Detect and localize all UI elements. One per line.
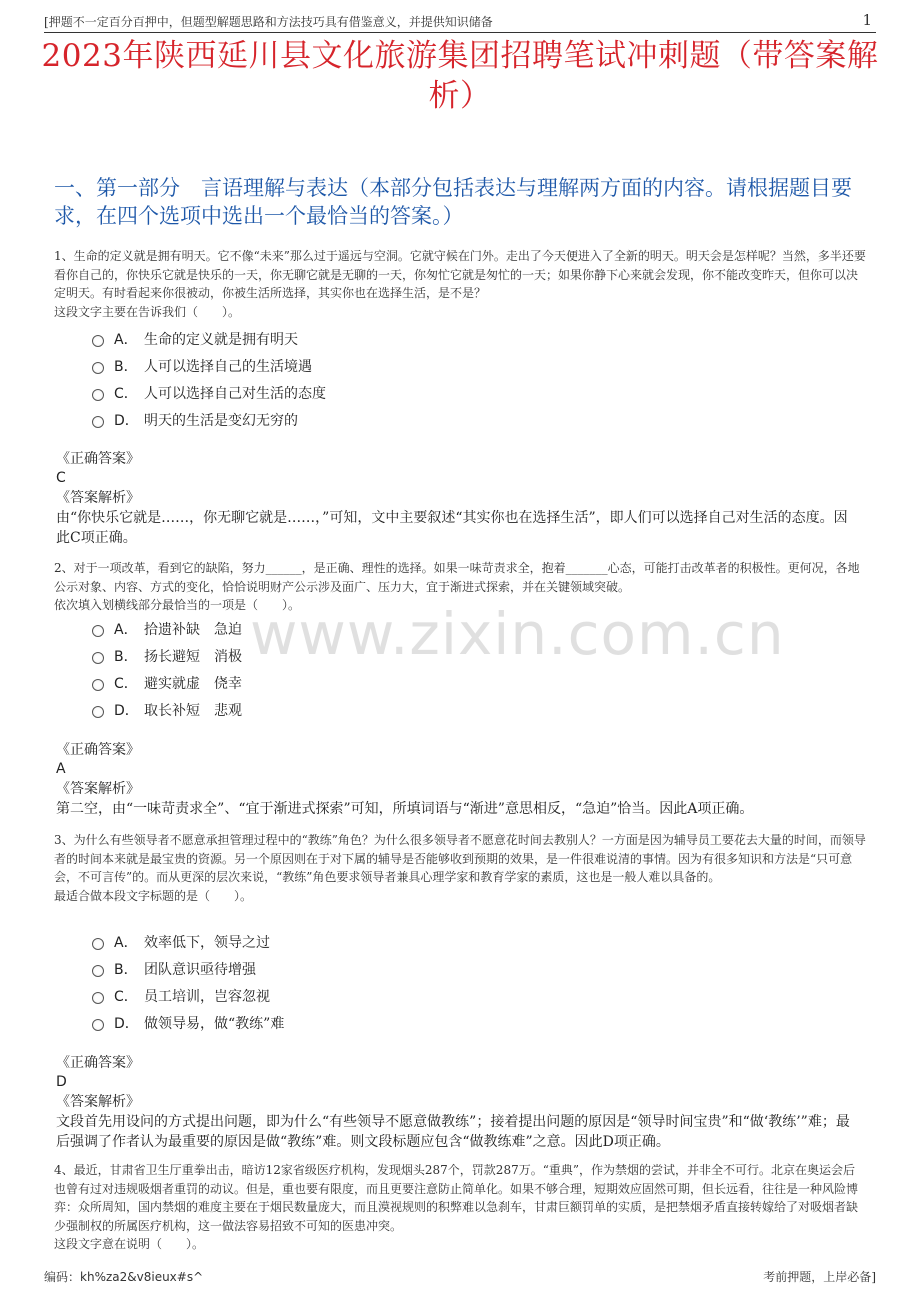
radio-icon[interactable]: [92, 625, 104, 637]
option-text: 取长补短 悲观: [144, 702, 242, 719]
question-3-options: [92, 928, 492, 1036]
option-letter: C．: [114, 988, 138, 1005]
option-text: 效率低下，领导之过: [144, 934, 270, 951]
option-letter: B．: [114, 961, 138, 978]
radio-icon[interactable]: [92, 335, 104, 347]
radio-icon[interactable]: [92, 679, 104, 691]
question-prompt: 最适合做本段文字标题的是（ ）。: [54, 888, 253, 903]
question-1-options: [92, 325, 492, 433]
option-text: 人可以选择自己的生活境遇: [144, 358, 312, 375]
radio-icon[interactable]: [92, 652, 104, 664]
option-letter: D．: [114, 412, 139, 429]
option-letter: A．: [114, 934, 138, 951]
option-d[interactable]: [92, 696, 492, 723]
option-text: 人可以选择自己对生活的态度: [144, 385, 326, 402]
analysis-label: 《答案解析》: [56, 490, 140, 506]
question-prompt: 依次填入划横线部分最恰当的一项是（ ）。: [54, 598, 301, 612]
question-2-options: [92, 615, 492, 723]
option-d[interactable]: [92, 406, 492, 433]
option-text: 拾遗补缺 急迫: [144, 621, 242, 638]
radio-icon[interactable]: [92, 706, 104, 718]
option-letter: D．: [114, 702, 139, 719]
option-text: 扬长避短 消极: [144, 648, 242, 665]
question-prompt: 这段文字意在说明（ ）。: [54, 1237, 205, 1251]
option-letter: C．: [114, 675, 138, 692]
option-c[interactable]: [92, 669, 492, 696]
page-number: 1: [862, 11, 872, 29]
analysis-text: 第二空，由“一味苛责求全”、“宜于渐进式探索”可知，所填词语与“渐进”意思相反，“急迫”恰当。因此A项正确。: [56, 801, 754, 817]
option-letter: B．: [114, 358, 138, 375]
answer-label: 《正确答案》: [56, 742, 140, 758]
footer-code: [44, 1268, 203, 1285]
option-d[interactable]: [92, 1009, 492, 1036]
question-stem: 2、对于一项改革，看到它的缺陷，努力______，是正确、理性的选择。如果一味苛责求全，抱着_______心态，可能打击改革者的积极性。更何况，各地公示对象、内容、方式的变化，恰恰说明财产公示涉及面广、压力大，宜于渐进式探索，并在关键领域突破。: [54, 561, 860, 594]
radio-icon[interactable]: [92, 965, 104, 977]
header-text-body: 押题不一定百分百押中，但题型解题思路和方法技巧具有借鉴意义，并提供知识储备: [48, 15, 493, 29]
option-letter: A．: [114, 621, 138, 638]
page-title: 2023年陕西延川县文化旅游集团招聘笔试冲刺题（带答案解析）: [41, 38, 879, 114]
option-a[interactable]: [92, 928, 492, 955]
analysis-label: 《答案解析》: [56, 1094, 140, 1110]
option-text: 团队意识亟待增强: [144, 961, 256, 978]
radio-icon[interactable]: [92, 938, 104, 950]
question-2: [54, 559, 866, 615]
answer-value: D: [56, 1074, 67, 1090]
option-a[interactable]: [92, 325, 492, 352]
option-letter: C．: [114, 385, 138, 402]
option-c[interactable]: [92, 982, 492, 1009]
radio-icon[interactable]: [92, 389, 104, 401]
radio-icon[interactable]: [92, 992, 104, 1004]
footer-code-label: 编码：: [44, 1270, 81, 1284]
option-text: 生命的定义就是拥有明天: [144, 331, 298, 348]
option-text: 避实就虚 侥幸: [144, 675, 242, 692]
radio-icon[interactable]: [92, 362, 104, 374]
page-header: [44, 10, 876, 33]
option-letter: A．: [114, 331, 138, 348]
analysis-label: 《答案解析》: [56, 781, 140, 797]
answer-label: 《正确答案》: [56, 451, 140, 467]
question-prompt: 这段文字主要在告诉我们（ ）。: [54, 304, 241, 319]
option-a[interactable]: [92, 615, 492, 642]
option-text: 员工培训，岂容忽视: [144, 988, 270, 1005]
question-stem: 4、最近，甘肃省卫生厅重拳出击，暗访12家省级医疗机构，发现烟头287个，罚款287万。“重典”，作为禁烟的尝试，并非全不可行。北京在奥运会后也曾有过对违规吸烟者重罚的动议。但是，重也要有限度，而且更要注意防止简单化。如果不够合理，短期效应固然可期，但长远看，往往是一种风险博弈：众所周知，国内禁烟的难度主要在于烟民数量庞大，而且漠视规则的积弊难以急刹车，甘肃巨额罚单的实质，是把禁烟矛盾直接转嫁给了对吸烟者缺少强制权的所属医疗机构，这一做法容易招致不可知的医患冲突。: [54, 1163, 859, 1233]
answer-value: C: [56, 470, 66, 486]
option-c[interactable]: [92, 379, 492, 406]
question-4: [54, 1161, 866, 1254]
watermark: www.zixin.com.cn: [250, 600, 785, 668]
option-b[interactable]: [92, 642, 492, 669]
analysis-text: 文段首先用设问的方式提出问题，即为什么“有些领导不愿意做教练”；接着提出问题的原因是“领导时间宝贵”和“做‘教练’”难；最后强调了作者认为最重要的原因是做“教练”难。则文段标题应包含“做教练难”之意。因此D项正确。: [56, 1114, 850, 1150]
option-letter: D．: [114, 1015, 139, 1032]
header-left-bracket: [: [44, 15, 49, 29]
option-b[interactable]: [92, 352, 492, 379]
footer-slogan: [763, 1268, 876, 1285]
analysis-text: 由“你快乐它就是……，你无聊它就是……，”可知，文中主要叙述“其实你也在选择生活”，即人们可以选择自己对生活的态度。因此C项正确。: [56, 510, 848, 546]
option-text: 做领导易，做“教练”难: [144, 1015, 285, 1032]
question-stem: 1、生命的定义就是拥有明天。它不像“未来”那么过于遥远与空洞。它就守候在门外。走出了今天便进入了全新的明天。明天会是怎样呢？当然，多半还要看你自己的，你快乐它就是快乐的一天，你无聊它就是无聊的一天，你匆忙它就是匆忙的一天；如果你静下心来就会发现，你不能改变昨天，但你可以决定明天。有时看起来你很被动，你被生活所选择，其实你也在选择生活，是不是？: [54, 249, 866, 300]
answer-label: 《正确答案》: [56, 1055, 140, 1071]
radio-icon[interactable]: [92, 416, 104, 428]
question-3: [54, 831, 866, 905]
footer-slogan-text: 考前押题，上岸必备: [763, 1270, 872, 1284]
option-text: 明天的生活是变幻无穷的: [144, 412, 298, 429]
section-heading: 一、第一部分 言语理解与表达（本部分包括表达与理解两方面的内容。请根据题目要求，在四个选项中选出一个最恰当的答案。）: [54, 176, 852, 228]
option-letter: B．: [114, 648, 138, 665]
footer-code-value: kh%za2&v8ieux#s^: [80, 1270, 204, 1284]
option-b[interactable]: [92, 955, 492, 982]
header-text: [44, 13, 493, 30]
answer-value: A: [56, 761, 66, 777]
footer-right-bracket: ]: [871, 1270, 876, 1284]
radio-icon[interactable]: [92, 1019, 104, 1031]
question-1: [54, 247, 866, 321]
question-stem: 3、为什么有些领导者不愿意承担管理过程中的“教练”角色？为什么很多领导者不愿意花时间去教别人？一方面是因为辅导员工要花去大量的时间，而领导者的时间本来就是最宝贵的资源。另一个原因则在于对下属的辅导是否能够收到预期的效果，是一件很难说清的事情。因为有很多知识和方法是“只可意会，不可言传”的。而从更深的层次来说，“教练”角色要求领导者兼具心理学家和教育学家的素质，这也是一般人难以具备的。: [54, 833, 866, 884]
